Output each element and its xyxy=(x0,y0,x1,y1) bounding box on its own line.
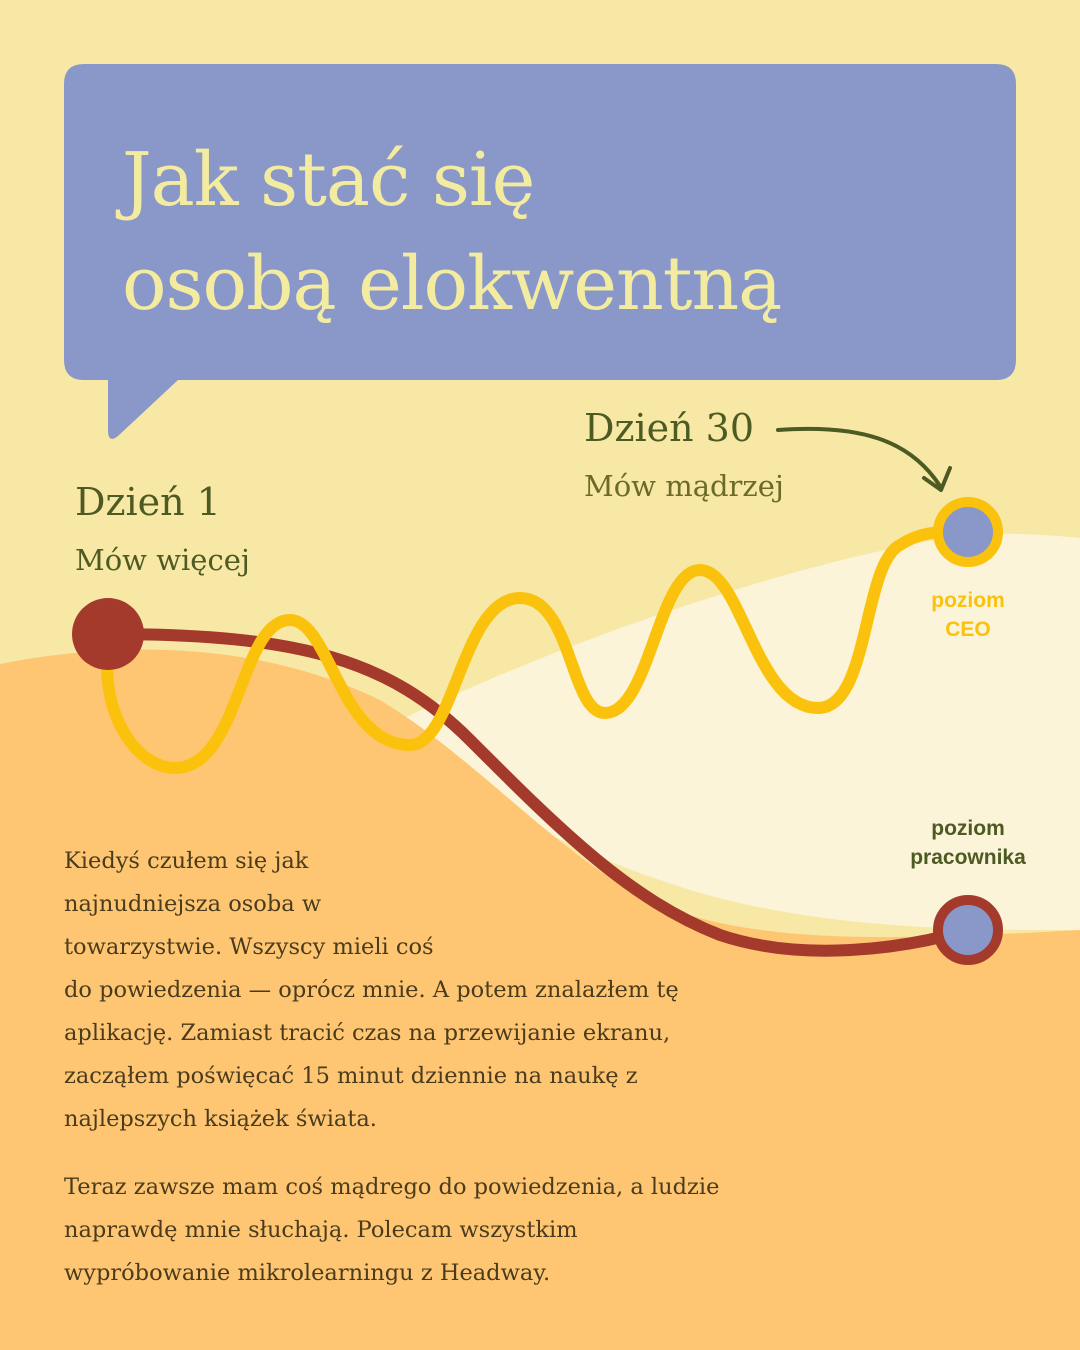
employee-level-line-1: poziom xyxy=(931,817,1005,840)
story-line: towarzystwie. Wszyscy mieli coś xyxy=(64,934,434,960)
employee-endpoint xyxy=(938,900,998,960)
ceo-endpoint xyxy=(938,502,998,562)
story-line: wypróbowanie mikrolearningu z Headway. xyxy=(64,1260,551,1286)
finish-day-label: Dzień 30 xyxy=(584,406,755,450)
finish-subtitle: Mów mądrzej xyxy=(584,469,784,503)
ceo-level-label xyxy=(908,586,1028,644)
start-point xyxy=(72,598,144,670)
title-line-1: Jak stać się xyxy=(122,137,535,223)
title-line-2: osobą elokwentną xyxy=(122,241,782,327)
story-line: najlepszych książek świata. xyxy=(64,1106,377,1132)
story-paragraph-1 xyxy=(64,840,844,1141)
story-line: do powiedzenia — oprócz mnie. A potem znalazłem tę xyxy=(64,977,679,1003)
story-line: naprawdę mnie słuchają. Polecam wszystkim xyxy=(64,1217,578,1243)
story-line: aplikację. Zamiast tracić czas na przewijanie ekranu, xyxy=(64,1020,671,1046)
ceo-level-line-2: CEO xyxy=(945,618,991,641)
employee-level-line-2: pracownika xyxy=(910,846,1026,869)
start-subtitle: Mów więcej xyxy=(75,543,250,577)
page-title xyxy=(122,128,972,336)
employee-level-label xyxy=(886,814,1050,872)
story-paragraph-2 xyxy=(64,1166,844,1295)
story-text xyxy=(64,840,844,1295)
story-line: Kiedyś czułem się jak xyxy=(64,848,309,874)
start-day-label: Dzień 1 xyxy=(75,480,221,524)
story-line: najnudniejsza osoba w xyxy=(64,891,322,917)
story-line: Teraz zawsze mam coś mądrego do powiedzenia, a ludzie xyxy=(64,1174,720,1200)
ceo-level-line-1: poziom xyxy=(931,589,1005,612)
story-line: zacząłem poświęcać 15 minut dziennie na naukę z xyxy=(64,1063,638,1089)
